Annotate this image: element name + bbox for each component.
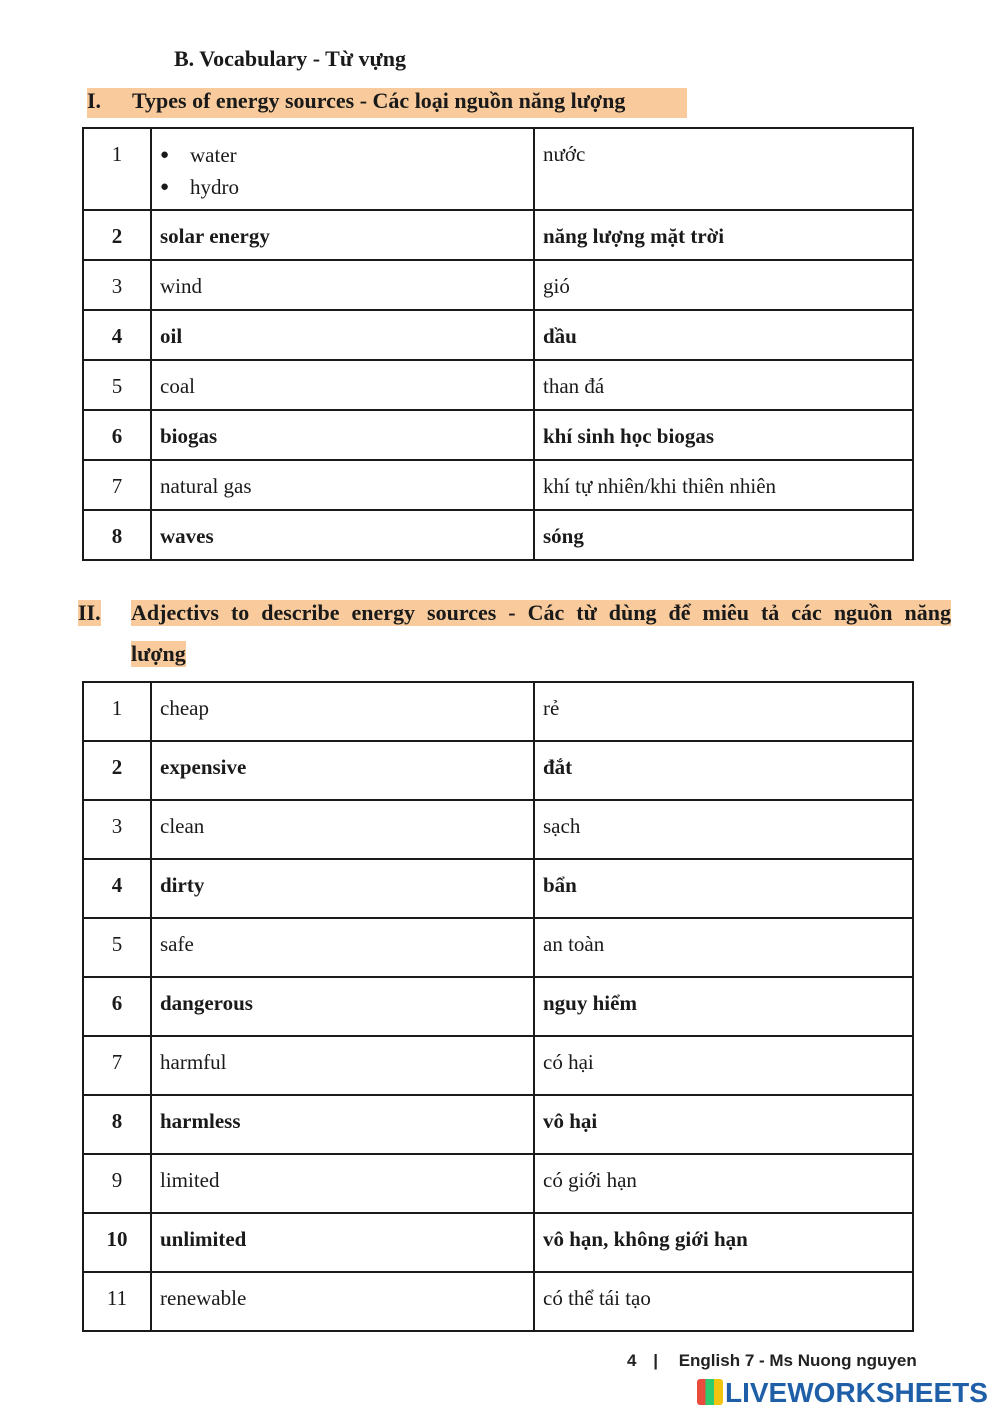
english-term: coal xyxy=(151,360,534,410)
english-term: expensive xyxy=(151,741,534,800)
row-number: 3 xyxy=(83,260,151,310)
section-2-title: Adjectivs to describe energy sources - Các từ dùng để miêu tả các nguồn năng xyxy=(131,600,951,625)
section-1-title: Types of energy sources - Các loại nguồn năng lượng xyxy=(132,88,626,113)
english-term: dangerous xyxy=(151,977,534,1036)
vietnamese-meaning: sạch xyxy=(534,800,913,859)
row-number: 2 xyxy=(83,741,151,800)
row-number: 5 xyxy=(83,918,151,977)
page-footer xyxy=(627,1351,917,1371)
english-term: harmless xyxy=(151,1095,534,1154)
english-term: unlimited xyxy=(151,1213,534,1272)
english-term: clean xyxy=(151,800,534,859)
vietnamese-meaning: nước xyxy=(534,128,913,210)
vietnamese-meaning: khí sinh học biogas xyxy=(534,410,913,460)
liveworksheets-logo-icon xyxy=(697,1379,723,1405)
vietnamese-meaning: than đá xyxy=(534,360,913,410)
table-row xyxy=(83,128,913,210)
row-number: 6 xyxy=(83,410,151,460)
watermark-text: LIVEWORKSHEETS xyxy=(725,1377,988,1408)
section-1-heading xyxy=(87,88,687,118)
row-number: 2 xyxy=(83,210,151,260)
english-term xyxy=(151,128,534,210)
vietnamese-meaning: sóng xyxy=(534,510,913,560)
footer-text: English 7 - Ms Nuong nguyen xyxy=(678,1351,917,1370)
section-2-number: II. xyxy=(78,600,101,625)
section-1-number: I. xyxy=(87,88,102,113)
english-term: waves xyxy=(151,510,534,560)
energy-sources-table xyxy=(82,127,914,561)
english-term: dirty xyxy=(151,859,534,918)
english-term: safe xyxy=(151,918,534,977)
row-number: 9 xyxy=(83,1154,151,1213)
english-term: biogas xyxy=(151,410,534,460)
table-row xyxy=(83,741,913,800)
vietnamese-meaning: bẩn xyxy=(534,859,913,918)
vietnamese-meaning: vô hạn, không giới hạn xyxy=(534,1213,913,1272)
adjectives-table xyxy=(82,681,914,1332)
vietnamese-meaning: dầu xyxy=(534,310,913,360)
row-number: 7 xyxy=(83,1036,151,1095)
table-row xyxy=(83,977,913,1036)
english-term: wind xyxy=(151,260,534,310)
vietnamese-meaning: có hại xyxy=(534,1036,913,1095)
list-item: ● hydro xyxy=(190,171,525,203)
vocabulary-heading: B. Vocabulary - Từ vựng xyxy=(174,46,406,71)
row-number: 1 xyxy=(83,128,151,210)
vietnamese-meaning: rẻ xyxy=(534,682,913,741)
table-row xyxy=(83,800,913,859)
table-row xyxy=(83,918,913,977)
english-term: natural gas xyxy=(151,460,534,510)
vietnamese-meaning: nguy hiểm xyxy=(534,977,913,1036)
row-number: 8 xyxy=(83,510,151,560)
table-row xyxy=(83,460,913,510)
vietnamese-meaning: có giới hạn xyxy=(534,1154,913,1213)
table-row xyxy=(83,859,913,918)
table-row xyxy=(83,682,913,741)
english-term: renewable xyxy=(151,1272,534,1331)
table-row xyxy=(83,260,913,310)
section-2-title-continued: lượng xyxy=(131,641,186,666)
page-number: 4 xyxy=(627,1351,637,1370)
vietnamese-meaning: vô hại xyxy=(534,1095,913,1154)
row-number: 1 xyxy=(83,682,151,741)
english-term: limited xyxy=(151,1154,534,1213)
english-term: solar energy xyxy=(151,210,534,260)
row-number: 10 xyxy=(83,1213,151,1272)
row-number: 3 xyxy=(83,800,151,859)
table-row xyxy=(83,1154,913,1213)
liveworksheets-watermark xyxy=(697,1377,988,1409)
table-row xyxy=(83,410,913,460)
table-row xyxy=(83,310,913,360)
vietnamese-meaning: khí tự nhiên/khi thiên nhiên xyxy=(534,460,913,510)
table-row xyxy=(83,1036,913,1095)
english-term: cheap xyxy=(151,682,534,741)
term-list xyxy=(160,139,525,203)
table-row xyxy=(83,510,913,560)
row-number: 7 xyxy=(83,460,151,510)
english-term: harmful xyxy=(151,1036,534,1095)
table-row xyxy=(83,1272,913,1331)
vietnamese-meaning: gió xyxy=(534,260,913,310)
row-number: 4 xyxy=(83,310,151,360)
vietnamese-meaning: năng lượng mặt trời xyxy=(534,210,913,260)
vietnamese-meaning: đắt xyxy=(534,741,913,800)
list-item: ● water xyxy=(190,139,525,171)
english-term: oil xyxy=(151,310,534,360)
table-row xyxy=(83,1095,913,1154)
table-row xyxy=(83,210,913,260)
table-row xyxy=(83,1213,913,1272)
row-number: 4 xyxy=(83,859,151,918)
row-number: 5 xyxy=(83,360,151,410)
footer-separator: | xyxy=(653,1351,658,1370)
vietnamese-meaning: an toàn xyxy=(534,918,913,977)
table-row xyxy=(83,360,913,410)
row-number: 8 xyxy=(83,1095,151,1154)
row-number: 11 xyxy=(83,1272,151,1331)
row-number: 6 xyxy=(83,977,151,1036)
vietnamese-meaning: có thể tái tạo xyxy=(534,1272,913,1331)
